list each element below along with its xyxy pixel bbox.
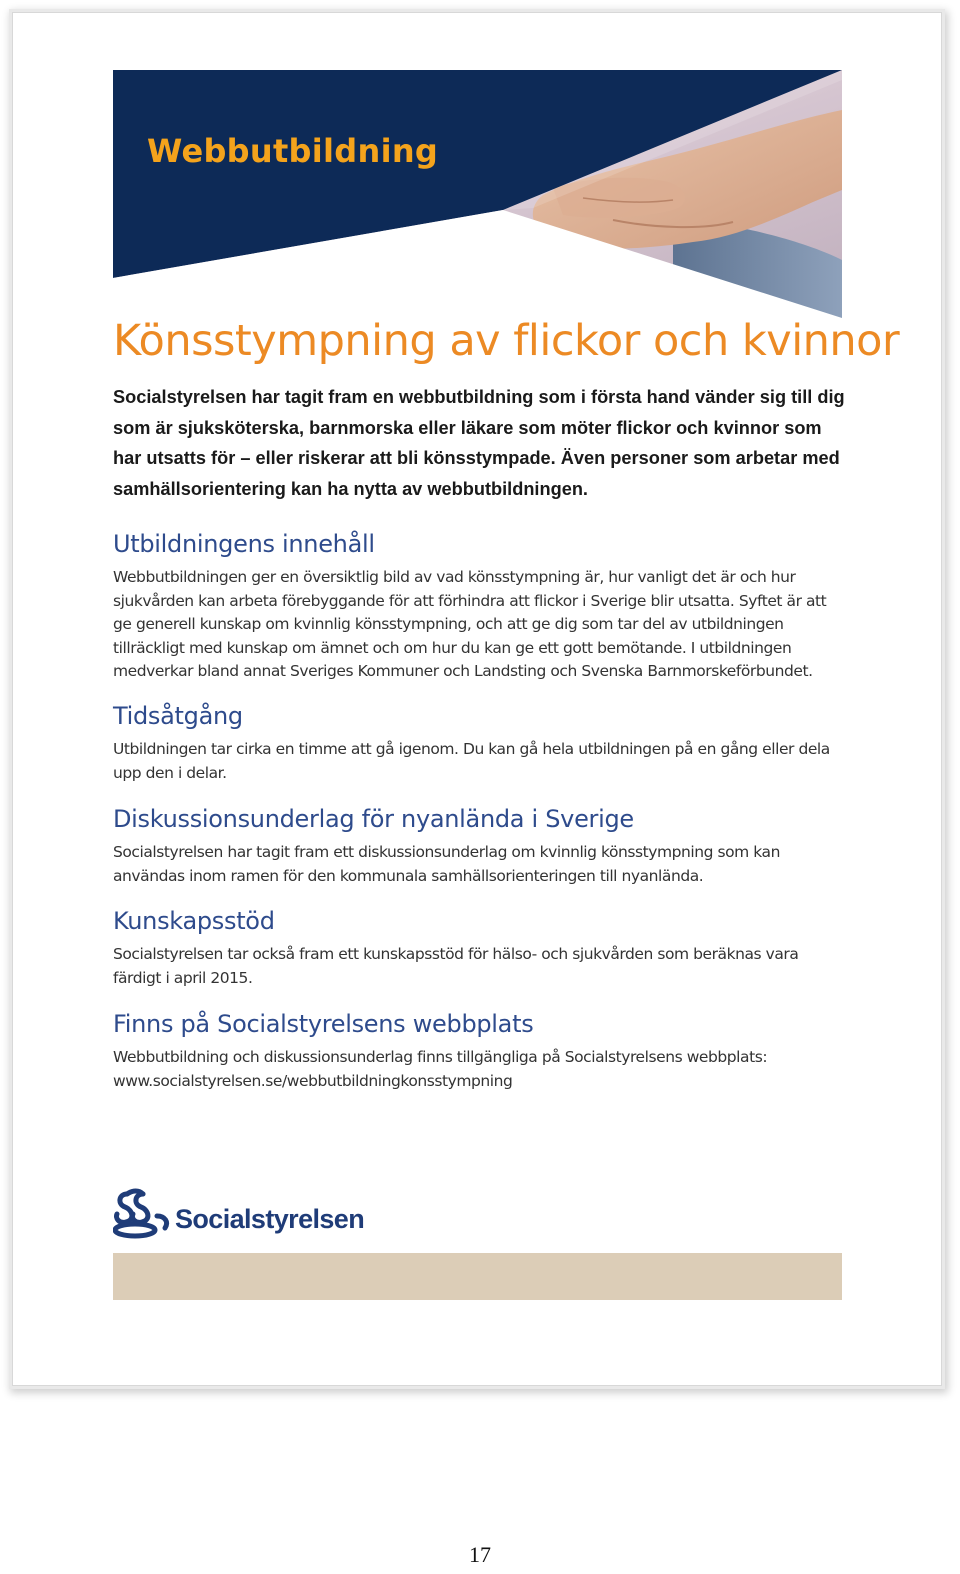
section-heading-discussion: Diskussionsunderlag för nyanlända i Sverige (113, 805, 634, 833)
section-body-knowledge-support: Socialstyrelsen tar också fram ett kunskapsstöd för hälso- och sjukvården som beräknas vara färdigt i april 2015. (113, 945, 799, 987)
page-number: 17 (469, 1542, 491, 1567)
lead-paragraph: Socialstyrelsen har tagit fram en webbutbildning som i första hand vänder sig till dig som är sjuksköterska, barnmorska eller läkare som möter flickor och kvinnor som har utsatts för – eller riskerar att bli könsstympade. Även personer som arbetar med samhällsorientering kan ha nytta av webbutbildningen. (113, 387, 845, 499)
section-heading-duration: Tidsåtgång (113, 702, 243, 730)
hero-banner (113, 70, 842, 318)
section-body-duration: Utbildningen tar cirka en timme att gå igenom. Du kan gå hela utbildningen på en gång eller dela upp den i delar. (113, 740, 830, 782)
page-title: Könsstympning av flickor och kvinnor (113, 316, 900, 366)
section-heading-knowledge-support: Kunskapsstöd (113, 907, 275, 935)
hands-photo (113, 70, 842, 318)
logo-name: Socialstyrelsen (175, 1204, 365, 1234)
section-body-website: Webbutbildning och diskussionsunderlag finns tillgängliga på Socialstyrelsens webbplats: www.socialstyrelsen.se/webbutbildningkonsstympning (113, 1048, 768, 1090)
section-heading-content: Utbildningens innehåll (113, 530, 375, 558)
section-body-discussion: Socialstyrelsen har tagit fram ett diskussionsunderlag om kvinnlig könsstympning som kan användas inom ramen för den kommunala samhällsorienteringen till nyanlända. (113, 843, 780, 885)
banner-label: Webbutbildning (147, 132, 439, 170)
footer-band (113, 1253, 842, 1300)
socialstyrelsen-logo (113, 1186, 373, 1242)
section-body-content: Webbutbildningen ger en översiktlig bild av vad könsstympning är, hur vanligt det är och hur sjukvården kan arbeta förebyggande för att förhindra att flickor i Sverige blir utsatta. Syftet är att ge generell kunskap om kvinnlig könsstympning, och att ge dig som tar del av utbildningen tillräckligt med kunskap om ämnet och om hur du kan ge ett gott bemötande. I utbildningen medverkar bland annat Sveriges Kommuner och Landsting och Svenska Barnmorskeförbundet. (113, 568, 827, 680)
socialstyrelsen-emblem-icon (113, 1186, 173, 1242)
section-heading-website: Finns på Socialstyrelsens webbplats (113, 1010, 534, 1038)
